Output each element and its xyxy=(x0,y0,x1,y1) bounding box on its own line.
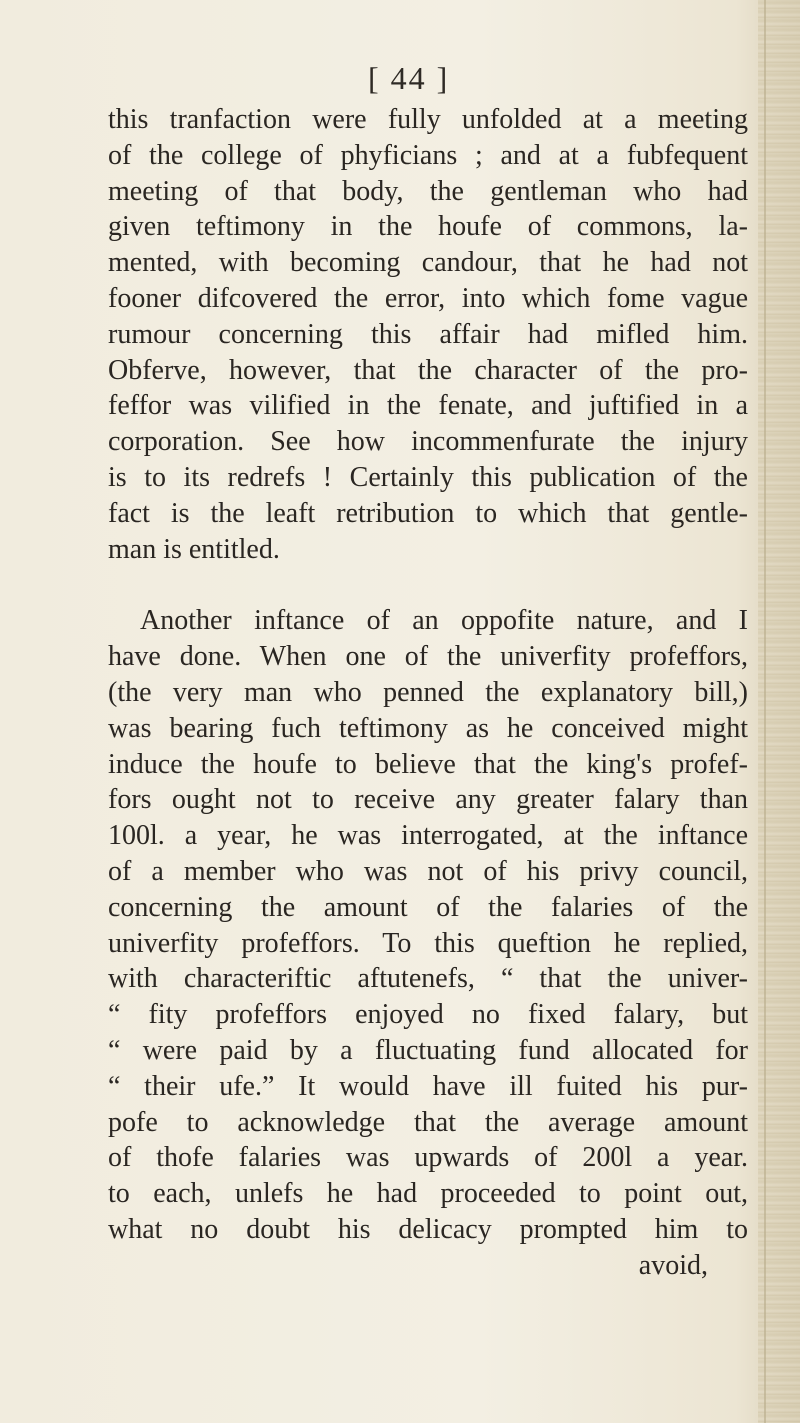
catchword: avoid, xyxy=(638,1249,708,1281)
text-line: corporation. See how incommenfurate the injury xyxy=(108,426,748,458)
text-line: of a member who was not of his privy council, xyxy=(108,855,748,887)
text-line: have done. When one of the univerfity profeffors, xyxy=(108,641,748,673)
text-line: mented, with becoming candour, that he had not xyxy=(108,247,748,279)
text-line: man is entitled. xyxy=(108,533,280,565)
body-text xyxy=(108,102,748,1284)
text-line: rumour concerning this affair had mifled him. xyxy=(108,318,748,350)
text-line: pofe to acknowledge that the average amount xyxy=(108,1106,748,1138)
text-line: (the very man who penned the explanatory bill,) xyxy=(108,676,748,708)
text-line: is to its redrefs ! Certainly this publication of the xyxy=(108,461,748,493)
page-number: [ 44 ] xyxy=(368,60,450,96)
text-line: Obferve, however, that the character of the pro- xyxy=(108,354,748,386)
text-line: feffor was vilified in the fenate, and juftified in a xyxy=(108,390,748,422)
text-line: 100l. a year, he was interrogated, at the inftance xyxy=(108,820,748,852)
page-edge-line xyxy=(764,0,766,1423)
paragraph-gap xyxy=(108,567,748,603)
text-line: fors ought not to receive any greater falary than xyxy=(108,784,748,816)
text-line: fact is the leaft retribution to which that gentle- xyxy=(108,497,748,529)
text-line: of the college of phyficians ; and at a fubfequent xyxy=(108,139,748,171)
text-line: to each, unlefs he had proceeded to point out, xyxy=(108,1178,748,1210)
text-line: fooner difcovered the error, into which fome vague xyxy=(108,282,748,314)
text-line: given teftimony in the houfe of commons, la- xyxy=(108,211,748,243)
text-line: Another inftance of an oppofite nature, and I xyxy=(140,605,748,637)
text-line: meeting of that body, the gentleman who had xyxy=(108,175,748,207)
text-line: what no doubt his delicacy prompted him to xyxy=(108,1213,748,1245)
text-line: was bearing fuch teftimony as he conceived might xyxy=(108,712,748,744)
text-line: concerning the amount of the falaries of the xyxy=(108,891,748,923)
text-line: this tranfaction were fully unfolded at a meeting xyxy=(108,104,748,135)
text-line: with characteriftic aftutenefs, “ that the univer- xyxy=(108,963,748,995)
text-line: “ were paid by a fluctuating fund allocated for xyxy=(108,1034,748,1066)
text-line: univerfity profeffors. To this queftion he replied, xyxy=(108,927,748,959)
text-line: “ their ufe.” It would have ill fuited his pur- xyxy=(108,1070,748,1102)
text-line: of thofe falaries was upwards of 200l a year. xyxy=(108,1142,748,1174)
text-line: “ fity profeffors enjoyed no fixed falary, but xyxy=(108,999,748,1031)
text-line: induce the houfe to believe that the king's profef- xyxy=(108,748,748,780)
